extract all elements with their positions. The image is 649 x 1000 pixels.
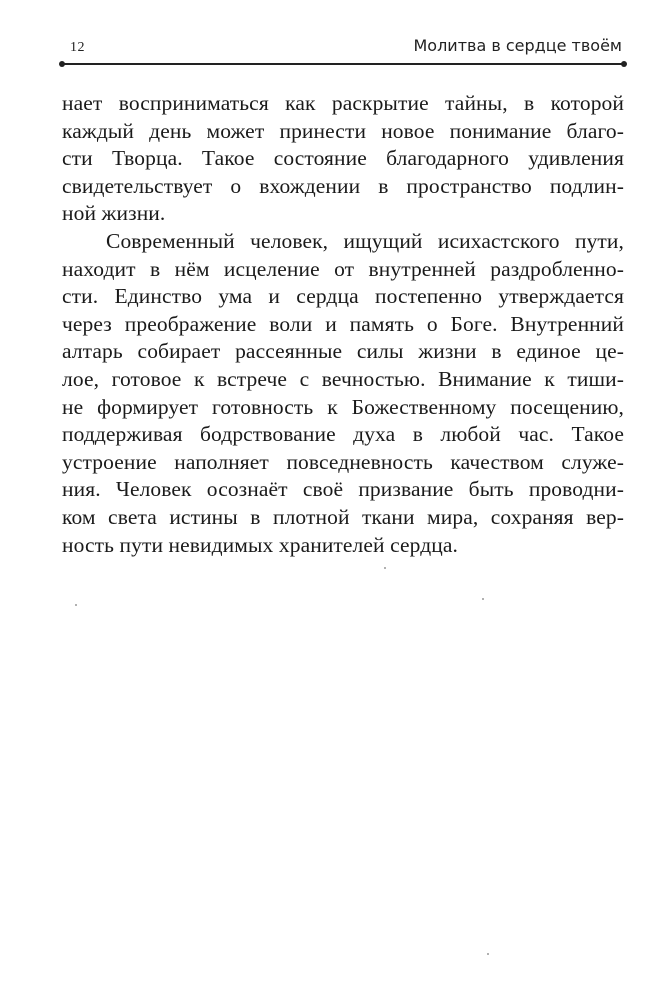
scan-speck	[487, 953, 489, 955]
text-line: сти Творца. Такое состояние благодарного удивления	[62, 146, 624, 171]
text-line: ния. Человек осознаёт своё призвание быть проводни-	[62, 477, 624, 502]
text-line: ной жизни.	[62, 201, 166, 226]
text-line: находит в нём исцеление от внутренней раздробленно-	[62, 256, 624, 281]
scan-speck	[75, 604, 77, 606]
body-text	[62, 90, 624, 559]
text-line: ком света истины в плотной ткани мира, сохраняя вер-	[62, 504, 624, 529]
paragraph-2	[62, 228, 624, 559]
text-line: не формирует готовность к Божественному посещению,	[62, 394, 624, 419]
scan-speck	[384, 567, 386, 569]
scan-speck	[482, 598, 484, 600]
text-line: ность пути невидимых хранителей сердца.	[62, 532, 458, 557]
text-line: поддерживая бодрствование духа в любой час. Такое	[62, 422, 624, 447]
text-line: Современный человек, ищущий исихастского пути,	[106, 228, 624, 253]
page-number: 12	[70, 40, 85, 55]
text-line: устроение наполняет повседневность качеством служе-	[62, 449, 624, 474]
text-line: алтарь собирает рассеянные силы жизни в единое це-	[62, 339, 624, 364]
text-line: свидетельствует о вхождении в пространство подлин-	[62, 173, 624, 198]
text-line: нает восприниматься как раскрытие тайны, в которой	[62, 91, 624, 115]
text-line: через преображение воли и память о Боге. Внутренний	[62, 311, 624, 336]
rule-end-dot-left	[59, 61, 65, 67]
text-line: сти. Единство ума и сердца постепенно утверждается	[62, 284, 624, 309]
rule-end-dot-right	[621, 61, 627, 67]
book-title: Молитва в сердце твоём	[413, 36, 622, 55]
header-rule	[62, 63, 624, 65]
text-line: лое, готовое к встрече с вечностью. Внимание к тиши-	[62, 366, 624, 391]
paragraph-1	[62, 90, 624, 228]
text-line: каждый день может принести новое понимание благо-	[62, 118, 624, 143]
running-head	[62, 34, 624, 60]
